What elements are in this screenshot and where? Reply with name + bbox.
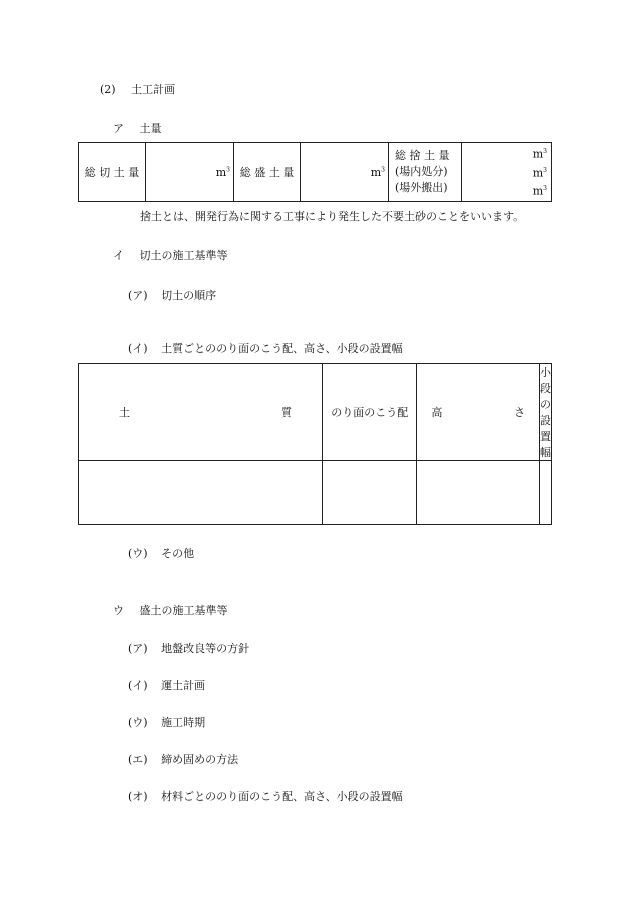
volume-title: 土量	[139, 122, 162, 135]
volume-table	[78, 142, 552, 202]
fill-item-marker: (ウ)	[128, 716, 148, 729]
fill-heading	[113, 602, 228, 618]
fill-item-marker: (エ)	[128, 753, 148, 766]
volume-note: 捨土とは、開発行為に関する工事により発生した不要土砂のことをいいます。	[140, 210, 525, 223]
offsite-label: (場外搬出)	[395, 181, 448, 194]
fill-item-label: 材料ごとののり面のこう配、高さ、小段の設置幅	[161, 790, 403, 803]
fill-item-label: 運土計画	[161, 679, 206, 692]
table-cell	[323, 461, 417, 525]
table-cell	[79, 461, 323, 525]
cut-item-marker: (イ)	[128, 342, 148, 355]
fill-item-label: 締め固めの方法	[161, 753, 239, 766]
total-waste-label: 総 捨 土 量	[395, 149, 450, 162]
onsite-value: $m^3$	[532, 166, 547, 180]
cut-heading	[113, 247, 228, 263]
cut-item-label: 土質ごとののり面のこう配、高さ、小段の設置幅	[161, 342, 403, 355]
fill-item	[128, 751, 238, 767]
cut-item	[128, 340, 403, 356]
total-waste-value: $m^3$	[532, 147, 547, 161]
volume-marker: ア	[113, 122, 124, 135]
onsite-label: (場内処分)	[395, 165, 448, 178]
table-cell	[540, 461, 552, 525]
slope-header: のり面のこう配	[323, 364, 417, 461]
height-header: 高 さ	[417, 364, 540, 461]
cut-item-marker: (ウ)	[128, 547, 148, 560]
cut-item-label: その他	[161, 547, 195, 560]
table-cell	[417, 461, 540, 525]
section-number: (2)	[100, 83, 116, 96]
fill-marker: ウ	[113, 604, 124, 617]
total-cut-value: $m^3$	[146, 143, 234, 202]
cut-item-marker: (ア)	[128, 289, 148, 302]
cut-title: 切土の施工基準等	[139, 249, 228, 262]
cut-marker: イ	[113, 249, 124, 262]
total-cut-label: 総 切 土 量	[79, 143, 146, 202]
fill-item-marker: (オ)	[128, 790, 148, 803]
fill-item-marker: (イ)	[128, 679, 148, 692]
cut-slope-table	[78, 363, 552, 525]
fill-item-label: 施工時期	[161, 716, 206, 729]
section-heading	[100, 81, 175, 97]
fill-item-label: 地盤改良等の方針	[161, 642, 250, 655]
cut-item-label: 切土の順序	[161, 289, 217, 302]
total-fill-label: 総 盛 土 量	[234, 143, 301, 202]
fill-item	[128, 677, 205, 693]
fill-item-marker: (ア)	[128, 642, 148, 655]
berm-header: 小段の設置幅	[540, 364, 552, 461]
cut-item	[128, 545, 194, 561]
offsite-value: $m^3$	[532, 184, 547, 198]
fill-item	[128, 788, 403, 804]
total-fill-value: $m^3$	[301, 143, 389, 202]
fill-title: 盛土の施工基準等	[139, 604, 228, 617]
cut-item	[128, 287, 216, 303]
fill-item	[128, 640, 249, 656]
volume-heading	[113, 120, 162, 136]
total-waste-values	[462, 143, 552, 202]
section-title: 土工計画	[131, 83, 176, 96]
soil-header: 土 質	[79, 364, 323, 461]
fill-item	[128, 714, 205, 730]
total-waste-label-cell	[389, 143, 462, 202]
